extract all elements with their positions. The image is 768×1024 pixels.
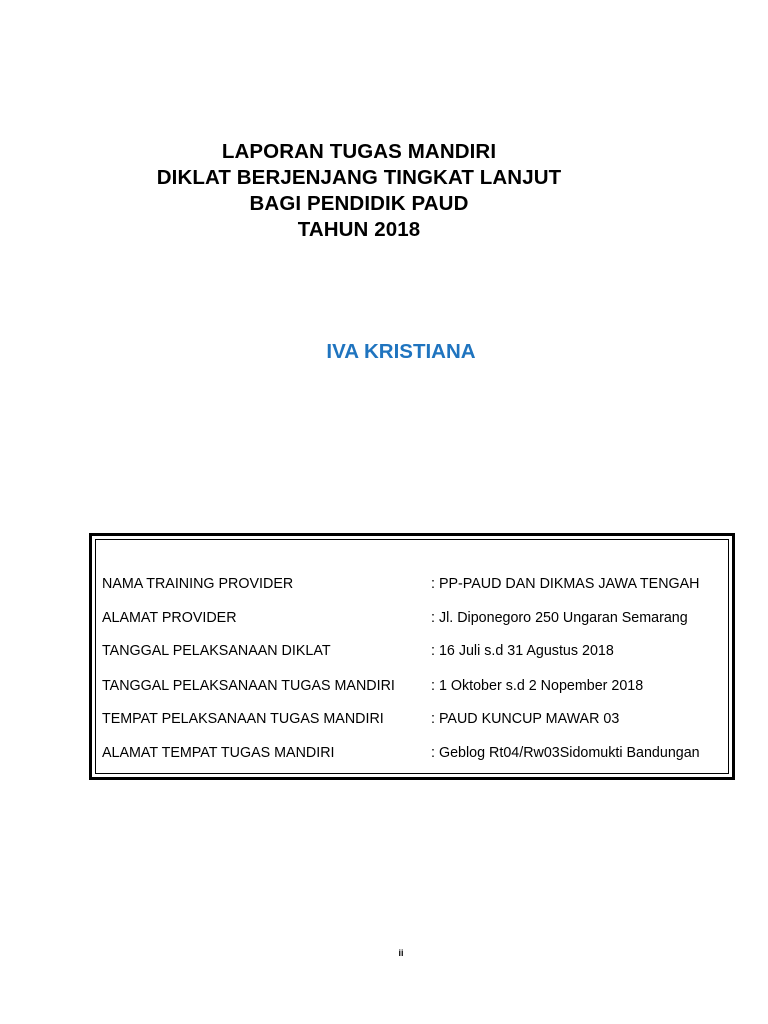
info-label: TANGGAL PELAKSANAAN DIKLAT bbox=[102, 643, 331, 659]
title-line-3: BAGI PENDIDIK PAUD bbox=[249, 192, 469, 215]
info-label: ALAMAT TEMPAT TUGAS MANDIRI bbox=[102, 745, 335, 761]
info-value: : Geblog Rt04/Rw03Sidomukti Bandungan bbox=[431, 745, 700, 761]
info-value: : PAUD KUNCUP MAWAR 03 bbox=[431, 711, 620, 727]
info-value: : PP-PAUD DAN DIKMAS JAWA TENGAH bbox=[431, 576, 700, 592]
info-value: : Jl. Diponegoro 250 Ungaran Semarang bbox=[431, 610, 688, 626]
info-label: TEMPAT PELAKSANAAN TUGAS MANDIRI bbox=[102, 711, 384, 727]
info-label: TANGGAL PELAKSANAAN TUGAS MANDIRI bbox=[102, 678, 395, 694]
report-title bbox=[0, 139, 718, 243]
info-value: : 16 Juli s.d 31 Agustus 2018 bbox=[431, 643, 614, 659]
info-label: NAMA TRAINING PROVIDER bbox=[102, 576, 294, 592]
info-label: ALAMAT PROVIDER bbox=[102, 610, 237, 626]
info-value: : 1 Oktober s.d 2 Nopember 2018 bbox=[431, 678, 644, 694]
title-line-4: TAHUN 2018 bbox=[297, 218, 421, 241]
page-number: ii bbox=[398, 948, 404, 958]
author-name: IVA KRISTIANA bbox=[326, 340, 476, 363]
info-box bbox=[89, 533, 735, 780]
title-line-1: LAPORAN TUGAS MANDIRI bbox=[221, 140, 497, 163]
title-line-2: DIKLAT BERJENJANG TINGKAT LANJUT bbox=[156, 166, 562, 189]
